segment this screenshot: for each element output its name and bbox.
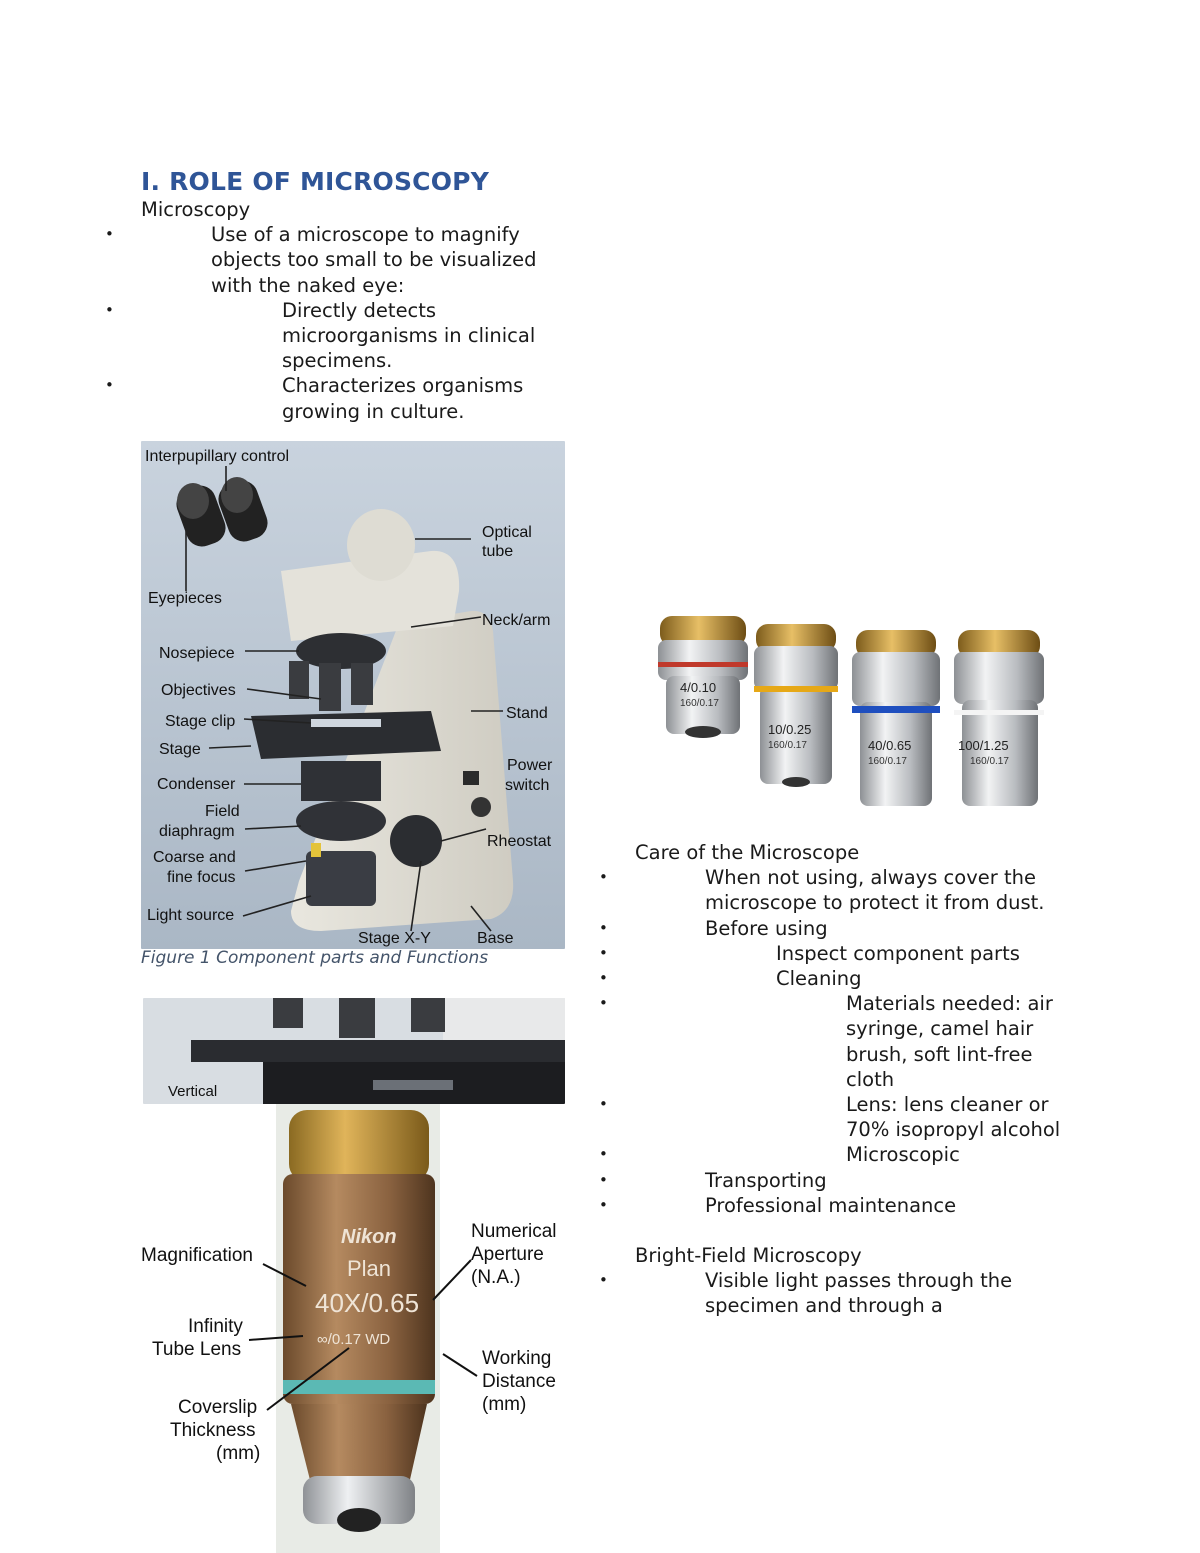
section-heading: I. ROLE OF MICROSCOPY — [141, 167, 490, 196]
care-sub-microscopic: • Microscopic — [635, 1142, 1065, 1167]
band-100x — [954, 710, 1044, 715]
label-neck-arm: Neck/arm — [482, 612, 551, 629]
objective-4x-top: 4/0.10 — [680, 680, 717, 695]
label-numerical-1: Numerical — [471, 1221, 557, 1242]
sub-bullet-characterizes: • Characterizes organisms growing in culture. — [141, 373, 571, 423]
care-bullet-maintenance: • Professional maintenance — [635, 1193, 1065, 1218]
objective-10x — [754, 624, 838, 787]
label-optical-tube-1: Optical — [482, 524, 532, 541]
objective-40x-bottom: 160/0.17 — [868, 756, 907, 767]
label-coverslip-1: Coverslip — [178, 1397, 258, 1418]
label-coarse-1: Coarse and — [153, 849, 236, 866]
label-working-1: Working — [482, 1348, 552, 1369]
microscope-components-figure — [141, 441, 565, 949]
label-numerical-3: (N.A.) — [471, 1267, 521, 1288]
label-power-2: switch — [505, 777, 550, 794]
bright-field-title: Bright-Field Microscopy — [635, 1244, 862, 1268]
figure-caption: Figure 1 Component parts and Functions — [141, 948, 489, 968]
objectives-set-figure — [652, 610, 1048, 820]
care-list — [635, 865, 1065, 1218]
objective-10x-top: 10/0.25 — [768, 722, 812, 737]
label-coarse-2: fine focus — [167, 869, 236, 886]
objective-100x-top: 100/1.25 — [958, 738, 1009, 753]
label-infinity-1: Infinity — [188, 1316, 243, 1337]
lens-magnification-text: 40X/0.65 — [315, 1288, 420, 1318]
label-eyepieces: Eyepieces — [148, 590, 222, 607]
care-bullet-cover: • When not using, always cover the microscope to protect it from dust. — [635, 865, 1065, 915]
care-sub-materials: • Materials needed: air syringe, camel hair brush, soft lint-free cloth — [635, 991, 1065, 1092]
lens-infinity-text: ∞/0.17 WD — [317, 1331, 391, 1348]
bullet-use-of-microscope: • Use of a microscope to magnify objects too small to be visualized with the naked eye: — [141, 222, 571, 298]
label-power-1: Power — [507, 757, 553, 774]
band-10x — [754, 686, 838, 692]
label-field-2: diaphragm — [159, 823, 235, 840]
label-coverslip-2: Thickness — [170, 1420, 256, 1441]
label-numerical-2: Aperture — [471, 1244, 544, 1265]
band-4x — [658, 662, 748, 667]
label-optical-tube-2: tube — [482, 543, 514, 560]
label-rheostat: Rheostat — [487, 833, 552, 850]
label-stage-xy: Stage X-Y — [358, 930, 431, 947]
objective-10x-bottom: 160/0.17 — [768, 740, 807, 751]
label-field-1: Field — [205, 803, 240, 820]
care-bullet-transporting: • Transporting — [635, 1168, 1065, 1193]
objective-40x-top: 40/0.65 — [868, 738, 912, 753]
label-coverslip-3: (mm) — [216, 1443, 261, 1464]
stage-vertical-figure — [143, 998, 565, 1104]
label-objectives: Objectives — [161, 682, 236, 699]
label-magnification: Magnification — [141, 1245, 253, 1266]
label-working-2: Distance — [482, 1371, 556, 1392]
care-title: Care of the Microscope — [635, 841, 860, 864]
label-vertical: Vertical — [168, 1083, 218, 1100]
objective-100x-bottom: 160/0.17 — [970, 756, 1009, 767]
microscopy-list — [141, 222, 571, 424]
objective-lens-figure — [141, 1104, 569, 1553]
objective-40x — [852, 630, 940, 806]
lens-brand: Nikon — [341, 1226, 397, 1248]
care-bullet-before-using: • Before using — [635, 916, 1065, 941]
label-stand: Stand — [506, 705, 548, 722]
label-condenser: Condenser — [157, 776, 236, 793]
label-stage-clip: Stage clip — [165, 713, 236, 730]
care-sub-lens: • Lens: lens cleaner or 70% isopropyl alcohol — [635, 1092, 1065, 1142]
label-nosepiece: Nosepiece — [159, 645, 235, 662]
subheading-microscopy: Microscopy — [141, 198, 251, 221]
left-column — [141, 166, 571, 424]
label-stage: Stage — [159, 741, 201, 758]
care-sub-inspect: • Inspect component parts — [635, 941, 1065, 966]
sub-bullet-detects: • Directly detects microorganisms in clinical specimens. — [141, 298, 571, 374]
label-base: Base — [477, 930, 514, 947]
care-sub-cleaning: • Cleaning — [635, 966, 1065, 991]
label-light-source: Light source — [147, 907, 235, 924]
bright-field-list — [635, 1268, 1065, 1318]
label-infinity-2: Tube Lens — [152, 1339, 242, 1360]
right-column — [635, 840, 1065, 1319]
band-40x — [852, 706, 940, 713]
lens-plan: Plan — [347, 1256, 392, 1281]
label-interpupillary: Interpupillary control — [145, 448, 290, 465]
objective-100x — [954, 630, 1044, 806]
bright-field-bullet: • Visible light passes through the specimen and through a — [635, 1268, 1065, 1318]
objective-4x-bottom: 160/0.17 — [680, 698, 719, 709]
objective-4x — [658, 616, 748, 738]
label-working-3: (mm) — [482, 1394, 527, 1415]
